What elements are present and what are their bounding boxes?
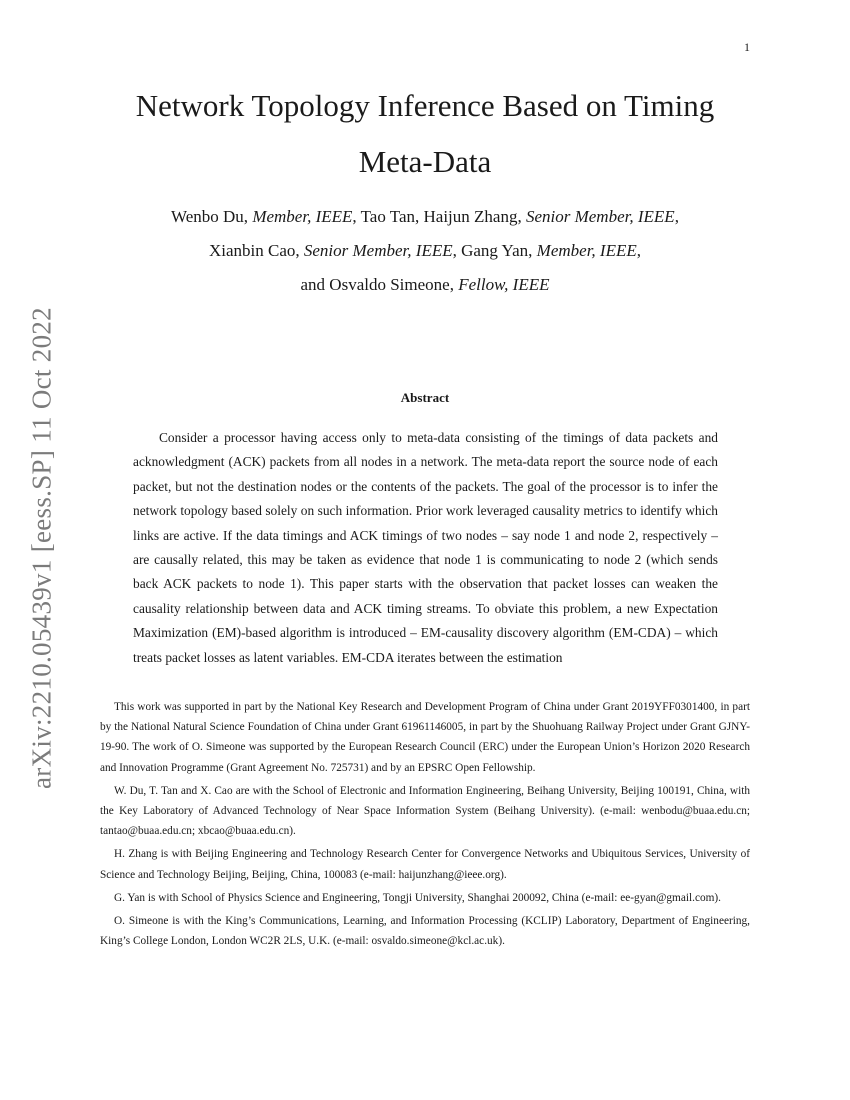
- author-separator: ,: [636, 241, 641, 260]
- footnote-affiliation-simeone: O. Simeone is with the King’s Communications, Learning, and Information Processing (KCLIP) Laboratory, Department of Engineering, King’s College London, London WC2R 2LS, U.K. (e-mail: osvaldo.simeone@kcl.ac.uk).: [100, 915, 750, 948]
- footnote-affiliation-zhang: H. Zhang is with Beijing Engineering and Technology Research Center for Convergence Networks and Ubiquitous Services, University of Science and Technology Beijing, Beijing, China, 100083 (e-mail: haijunzhang@ieee.org).: [100, 848, 750, 881]
- author-name: Xianbin Cao,: [208, 241, 304, 260]
- author-name: , Tao Tan, Haijun Zhang,: [352, 207, 526, 226]
- author-role: Senior Member, IEEE: [525, 207, 675, 226]
- footnote-funding: This work was supported in part by the National Key Research and Development Program of China under Grant 2019YFF0301400, in part by the National Natural Science Foundation of China under Grant 61961146005, in part by the Shuohuang Railway Project under Grant GJNY-19-90. The work of O. Simeone was supported by the European Research Council (ERC) under the European Union’s Horizon 2020 Research and Innovation Programme (Grant Agreement No. 725731) and by an EPSRC Open Fellowship.: [100, 701, 750, 774]
- author-separator: ,: [674, 207, 679, 226]
- author-name: , Gang Yan,: [452, 241, 537, 260]
- author-line-1: [85, 200, 765, 234]
- author-name: and Osvaldo Simeone,: [300, 275, 459, 294]
- footnotes: [100, 697, 750, 954]
- footnote-affiliation-yan: G. Yan is with School of Physics Science and Engineering, Tongji University, Shanghai 200092, China (e-mail: ee-gyan@gmail.com).: [114, 891, 721, 904]
- author-list: [85, 200, 765, 302]
- arxiv-stamp: arXiv:2210.05439v1 [eess.SP] 11 Oct 2022: [26, 307, 57, 789]
- author-line-3: [85, 268, 765, 302]
- title-line-1: Network Topology Inference Based on Timing: [135, 88, 715, 123]
- author-role: Senior Member, IEEE: [303, 241, 453, 260]
- paper-title: [95, 78, 755, 190]
- author-name: Wenbo Du,: [171, 207, 253, 226]
- author-line-2: [85, 234, 765, 268]
- page-number: 1: [744, 40, 750, 54]
- author-role: Member, IEEE: [536, 241, 637, 260]
- title-line-2: Meta-Data: [358, 144, 492, 179]
- abstract-heading: Abstract: [400, 390, 450, 405]
- footnote-affiliation-du-tan-cao: W. Du, T. Tan and X. Cao are with the School of Electronic and Information Engineering, Beihang University, Beijing 100191, China, with the Key Laboratory of Advanced Technology of Near Space Information System (Beihang University). (e-mail: wenbodu@buaa.edu.cn; tantao@buaa.edu.cn; xbcao@buaa.edu.cn).: [100, 784, 750, 838]
- author-role: Member, IEEE: [252, 207, 353, 226]
- abstract-text: Consider a processor having access only to meta-data consisting of the timings of data packets and acknowledgment (ACK) packets from all nodes in a network. The meta-data report the source node of each packet, but not the destination nodes or the contents of the packets. The goal of the processor is to infer the network topology based solely on such information. Prior work leveraged causality metrics to identify which links are active. If the data timings and ACK timings of two nodes – say node 1 and node 2, respectively – are causally related, this may be taken as evidence that node 1 is communicating to node 2 (which sends back ACK packets to node 1). This paper starts with the observation that packet losses can weaken the causality relationship between data and ACK timing streams. To obviate this problem, a new Expectation Maximization (EM)-based algorithm is introduced – EM-causality discovery algorithm (EM-CDA) – which treats packet losses as latent variables. EM-CDA iterates between the estimation: [133, 430, 718, 665]
- author-role: Fellow, IEEE: [458, 275, 550, 294]
